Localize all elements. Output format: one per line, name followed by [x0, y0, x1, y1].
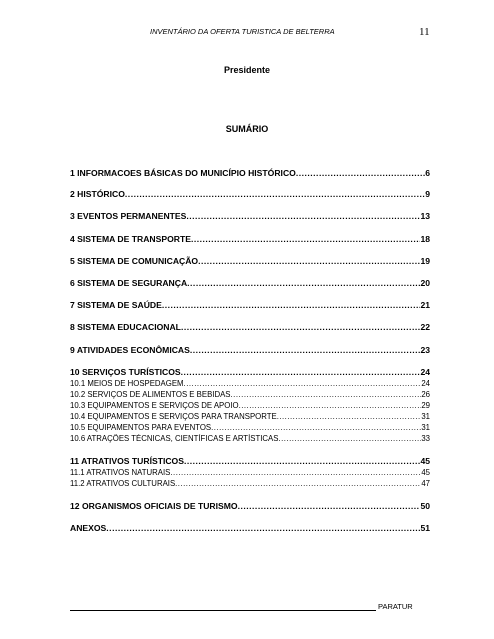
toc-entry-label: 12 ORGANISMOS OFICIAIS DE TURISMO	[70, 501, 238, 511]
toc-sub-entry[interactable]	[70, 479, 430, 489]
toc-entry-label: 5 SISTEMA DE COMUNICAÇÃO	[70, 256, 199, 266]
toc-entry[interactable]	[70, 367, 430, 378]
toc-leader-dots	[186, 211, 420, 221]
toc-sub-entry[interactable]	[70, 434, 430, 444]
toc-entry-label: 3 EVENTOS PERMANENTES	[70, 211, 187, 221]
toc-sub-entry[interactable]	[70, 468, 430, 478]
toc-leader-dots	[184, 379, 422, 388]
toc-leader-dots	[170, 468, 421, 477]
toc-leader-dots	[125, 189, 425, 199]
toc-entry-label: 9 ATIVIDADES ECONÔMICAS	[70, 345, 190, 355]
toc-entry-label: 10.2 SERVIÇOS DE ALIMENTOS E BEBIDAS	[70, 390, 231, 399]
header-title: INVENTÁRIO DA OFERTA TURISTICA DE BELTERRA	[150, 27, 335, 36]
toc-leader-dots	[190, 345, 421, 355]
toc-entry[interactable]	[70, 300, 430, 311]
toc-entry-label: 10.4 EQUIPAMENTOS E SERVIÇOS PARA TRANSPORTE	[70, 412, 277, 421]
toc-entry-label: 10 SERVIÇOS TURÍSTICOS	[70, 367, 181, 377]
toc-entry-page: 45	[420, 456, 430, 466]
toc-leader-dots	[106, 523, 420, 533]
toc-leader-dots	[198, 256, 420, 266]
toc-sub-entry[interactable]	[70, 412, 430, 422]
president-label: Presidente	[223, 65, 271, 75]
toc-leader-dots	[181, 367, 421, 377]
toc-leader-dots	[175, 479, 421, 488]
toc-sub-entry[interactable]	[70, 423, 430, 433]
toc-entry-label: 11 ATRATIVOS TURÍSTICOS	[70, 456, 184, 466]
toc-entry-page: 22	[420, 322, 430, 332]
toc-leader-dots	[230, 390, 421, 399]
toc-entry-page: 24	[421, 379, 430, 388]
toc-entry[interactable]	[70, 501, 430, 512]
toc-entry-page: 26	[421, 390, 430, 399]
toc-entry[interactable]	[70, 456, 430, 467]
toc-entry-label: 10.5 EQUIPAMENTOS PARA EVENTOS	[70, 423, 212, 432]
toc-entry[interactable]	[70, 234, 430, 245]
toc-entry[interactable]	[70, 168, 430, 179]
toc-entry-page: 47	[421, 479, 430, 488]
toc-entry-label: 6 SISTEMA DE SEGURANÇA	[70, 278, 188, 288]
toc-leader-dots	[191, 234, 420, 244]
toc-entry-label: 7 SISTEMA DE SAÚDE	[70, 300, 162, 310]
footer-rule	[70, 610, 376, 611]
toc-sub-entry[interactable]	[70, 379, 430, 389]
toc-entry[interactable]	[70, 189, 430, 200]
toc-entry-label: 11.1 ATRATIVOS NATURAIS	[70, 468, 171, 477]
toc-entry-page: 31	[421, 412, 430, 421]
toc-entry-page: 23	[420, 345, 430, 355]
toc-entry[interactable]	[70, 523, 430, 534]
toc-entry-page: 24	[420, 367, 430, 377]
toc-entry-page: 19	[420, 256, 430, 266]
toc-entry-page: 13	[420, 211, 430, 221]
toc-entry-label: 8 SISTEMA EDUCACIONAL	[70, 322, 181, 332]
toc-entry-page: 21	[420, 300, 430, 310]
summary-title: SUMÁRIO	[225, 124, 269, 134]
toc-entry-page: 29	[421, 401, 430, 410]
toc-entry-page: 9	[425, 189, 430, 199]
toc-entry-page: 31	[421, 423, 430, 432]
toc-entry-page: 33	[421, 434, 430, 443]
page-number: 11	[419, 26, 430, 38]
toc-entry-label: 4 SISTEMA DE TRANSPORTE	[70, 234, 191, 244]
toc-leader-dots	[184, 456, 420, 466]
toc-sub-entry[interactable]	[70, 390, 430, 400]
toc-leader-dots	[278, 434, 421, 443]
toc-entry[interactable]	[70, 211, 430, 222]
toc-entry-label: 11.2 ATRATIVOS CULTURAIS	[70, 479, 176, 488]
toc-leader-dots	[181, 322, 421, 332]
toc-entry-label: 10.3 EQUIPAMENTOS E SERVIÇOS DE APOIO	[70, 401, 239, 410]
toc-entry[interactable]	[70, 256, 430, 267]
toc-leader-dots	[162, 300, 421, 310]
toc-entry-label: 10.1 MEIOS DE HOSPEDAGEM	[70, 379, 184, 388]
toc-leader-dots	[239, 401, 422, 410]
toc-entry-page: 6	[425, 168, 430, 178]
footer-text: PARATUR	[378, 602, 413, 611]
toc-sub-entry[interactable]	[70, 401, 430, 411]
toc-leader-dots	[211, 423, 421, 432]
toc-leader-dots	[238, 501, 421, 511]
toc-leader-dots	[296, 168, 425, 178]
toc-entry-page: 20	[420, 278, 430, 288]
toc-entry-page: 45	[421, 468, 430, 477]
toc-entry-page: 50	[420, 501, 430, 511]
toc-entry-page: 51	[420, 523, 430, 533]
toc-leader-dots	[187, 278, 420, 288]
toc-entry-page: 18	[420, 234, 430, 244]
toc-entry[interactable]	[70, 278, 430, 289]
toc-entry[interactable]	[70, 345, 430, 356]
toc-entry-label: 1 INFORMACOES BÁSICAS DO MUNICÍPIO HISTÓRICO	[70, 168, 296, 178]
toc-entry-label: 10.6 ATRAÇÕES TÉCNICAS, CIENTÍFICAS E ARTÍSTICAS	[70, 434, 279, 443]
toc-entry[interactable]	[70, 322, 430, 333]
toc-entry-label: ANEXOS	[70, 523, 107, 533]
toc-entry-label: 2 HISTÓRICO	[70, 189, 125, 199]
toc-leader-dots	[277, 412, 422, 421]
